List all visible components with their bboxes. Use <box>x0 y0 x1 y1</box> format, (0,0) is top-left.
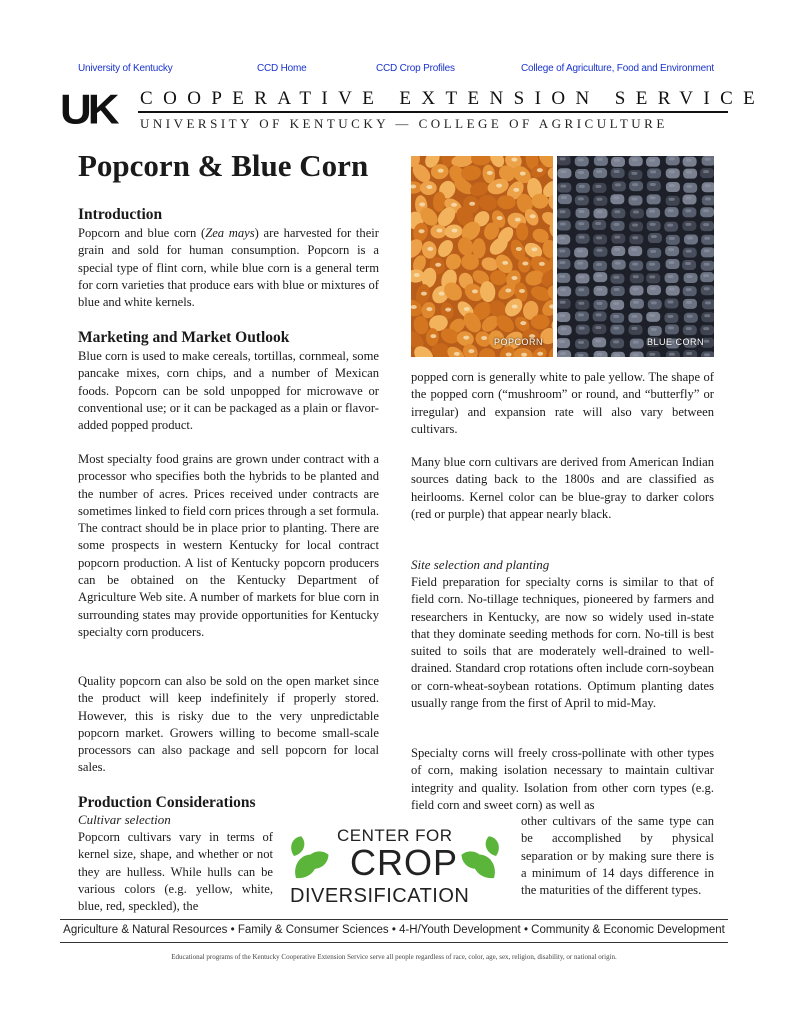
popcorn-kernels-image <box>411 156 553 357</box>
ccd-logo-line2: CROP <box>350 842 459 883</box>
species-name: Zea mays <box>205 226 255 240</box>
introduction-heading: Introduction <box>78 206 163 223</box>
ccd-logo-line3: DIVERSIFICATION <box>290 885 470 907</box>
marketing-paragraph-2: Most specialty food grains are grown under contract with a processor who specifies both the hybrids to be planted and the number of acres. Prices received under contracts are sometimes linked to field corn prices through a set formula. The contract should be in place prior to planting. There are some prospects in western Kentucky for local contract popcorn production. A list of Kentucky popcorn producers can be obtained on the Kentucky Department of Agriculture Web site. A number of markets for blue corn in surrounding states may provide opportunities for Kentucky specialty corn producers. <box>78 452 379 639</box>
footer-rule-bottom <box>60 942 728 943</box>
footer-program-areas: Agriculture & Natural Resources • Family & Consumer Sciences • 4-H/Youth Development • Community & Economic Development <box>63 924 725 936</box>
ccd-logo-line1: CENTER FOR <box>337 826 453 845</box>
isolation-paragraph: Specialty corns will freely cross-pollinate with other types of corn, making isolation necessary to maintain cultivar integrity and quality. Isolation from other corn types (e.g. field corn and sweet corn) as well as <box>411 746 714 812</box>
footer-nondiscrimination-note: Educational programs of the Kentucky Cooperative Extension Service serve all people regardless of race, color, age, sex, religion, disability, or national origin. <box>171 953 617 961</box>
blue-corn-ear-image <box>557 156 714 357</box>
blue-corn-cultivars-paragraph: Many blue corn cultivars are derived from American Indian sources dating back to the 1800s and are classified as heirlooms. Kernel color can be blue-gray to darker colors (red or purple) that appear nearly black. <box>411 455 714 521</box>
popcorn-caption: POPCORN <box>493 337 543 347</box>
marketing-paragraph-1: Blue corn is used to make cereals, tortillas, cornmeal, some pancake mixes, corn chips, and a number of Mexican foods. Popcorn can be sold unpopped for microwave or conventional use; or it can be packaged as a plain or flavor-added popped product. <box>78 349 379 433</box>
page-title: Popcorn & Blue Corn <box>78 148 369 183</box>
site-selection-paragraph: Field preparation for specialty corns is similar to that of field corn. No-tillage techniques, pioneered by farmers and researchers in Kentucky, are now so widely used in-state that they dominate seeding methods for corn. No-till is best suited to soils that are moderately well-drained to well-drained. Standard crop rotations often include corn-soybean or corn-wheat-soybean rotations. Optimum planting dates usually range from the first of April to mid-May. <box>411 575 714 711</box>
cultivar-paragraph: Popcorn cultivars vary in terms of kernel size, shape, and whether or not they are hulless. While hulls can be various colors (e.g. yellow, white, blue, red, speckled), the <box>78 830 273 914</box>
marketing-paragraph-3: Quality popcorn can also be sold on the open market since the product will keep indefinitely if properly stored. However, this is risky due to the very unpredictable popcorn market. Growers willing to become small-scale processors can also package and sell popcorn for local sales. <box>78 674 379 775</box>
popcorn-photo <box>411 156 553 357</box>
popped-corn-paragraph: popped corn is generally white to pale yellow. The shape of the popped corn (“mushroom” or round, and “butterfly” or irregular) and expansion rate will also vary between cultivars. <box>411 370 714 436</box>
nav-ccd-profiles-link[interactable]: CCD Crop Profiles <box>376 63 455 74</box>
cultivar-subheading: Cultivar selection <box>78 812 171 827</box>
isolation-paragraph-continued: other cultivars of the same type can be accomplished by physical separation or by making sure there is a minimum of 14 days difference in the maturities of the different types. <box>521 814 714 898</box>
marketing-heading: Marketing and Market Outlook <box>78 329 290 346</box>
nav-ccd-home-link[interactable]: CCD Home <box>257 63 307 74</box>
site-selection-subheading: Site selection and planting <box>411 557 550 572</box>
header-divider <box>138 111 728 113</box>
introduction-paragraph: Popcorn and blue corn (Zea mays) are harvested for their grain and sold for human consumption. Popcorn is a special type of flint corn, while blue corn is a general term for corn varieties that produce ears with blue or mixtures of blue and white kernels. <box>78 226 380 310</box>
blue-corn-caption: BLUE CORN <box>646 337 704 347</box>
nav-university-link[interactable]: University of Kentucky <box>78 63 173 74</box>
footer-rule-top <box>60 919 728 920</box>
nav-college-link[interactable]: College of Agriculture, Food and Environment <box>521 63 714 74</box>
uk-logo: UK <box>60 86 116 133</box>
production-heading: Production Considerations <box>78 794 256 811</box>
affiliation-line: UNIVERSITY OF KENTUCKY — COLLEGE OF AGRICULTURE <box>140 116 668 131</box>
extension-service-title: COOPERATIVE EXTENSION SERVICE <box>140 88 766 109</box>
blue-corn-photo <box>557 156 714 357</box>
